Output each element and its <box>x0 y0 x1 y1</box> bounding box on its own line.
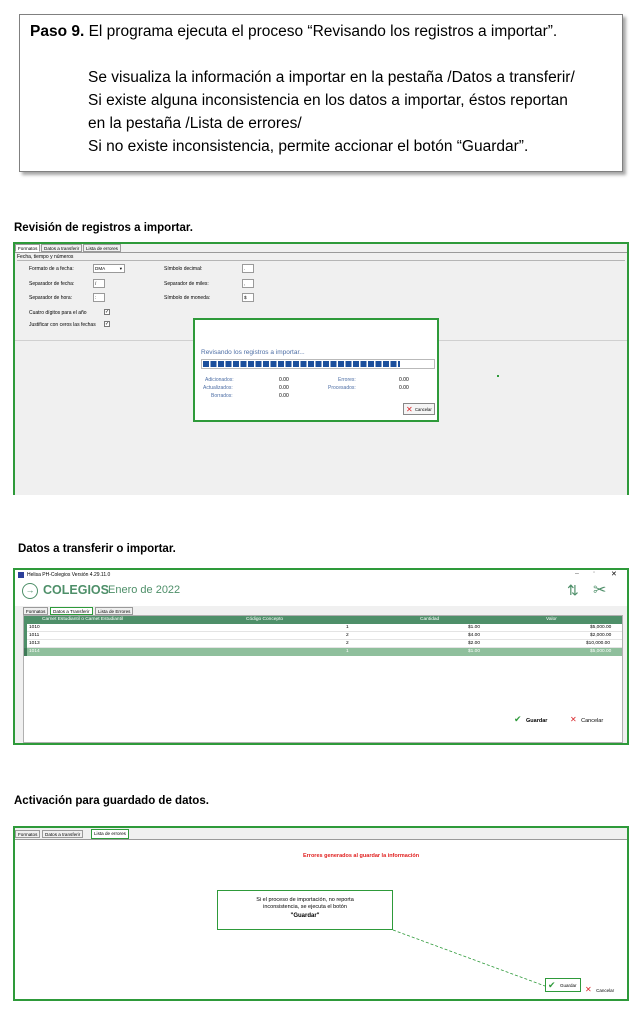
date-sep-input[interactable]: / <box>93 279 105 288</box>
label-time-sep: Separador de hora: <box>29 295 73 301</box>
cancel-label: Cancelar <box>581 718 604 724</box>
errors-value: 0.00 <box>399 377 409 383</box>
save-button[interactable] <box>545 978 581 992</box>
label-thousands: Separador de miles: <box>164 281 209 287</box>
row-codigo: 2 <box>346 641 349 646</box>
screenshot-activation <box>13 826 629 1001</box>
cancel-button[interactable] <box>585 979 614 997</box>
group-divider <box>17 260 625 261</box>
callout-bold: "Guardar" <box>290 913 320 919</box>
step-line-3: Si existe alguna inconsistencia en los datos a importar, éstos reportan <box>88 92 568 109</box>
tab-datos-transferir[interactable]: Datos a transferir <box>41 244 82 252</box>
error-list-header: Errores generados al guardar la información <box>303 853 420 859</box>
four-digits-checkbox[interactable]: ✓ <box>105 309 110 315</box>
time-sep-input[interactable]: : <box>93 293 105 302</box>
row-carnet: 1010 <box>29 625 40 630</box>
label-decimal: Símbolo decimal: <box>164 266 203 272</box>
label-date-sep: Separador de fecha: <box>29 281 75 287</box>
app-logo-icon <box>18 572 24 578</box>
row-valor: $5,000.00 <box>590 649 612 654</box>
cancel-progress-button[interactable] <box>403 403 435 415</box>
tab-lista-errores[interactable]: Lista de errores <box>83 244 121 252</box>
step-line-5: Si no existe inconsistencia, permite accionar el botón “Guardar”. <box>88 138 529 155</box>
tab-datos-transferir[interactable]: Datos a Transferir <box>50 607 93 615</box>
close-icon: ✕ <box>570 715 577 724</box>
maximize-icon[interactable]: ▫ <box>593 570 596 576</box>
save-label: Guardar <box>526 718 548 724</box>
section-title-activation: Activación para guardado de datos. <box>14 795 209 807</box>
table-row[interactable] <box>24 640 622 648</box>
app-name: COLEGIOS <box>43 583 109 597</box>
table-row[interactable] <box>24 632 622 640</box>
tab-datos-transferir[interactable]: Datos a transferir <box>42 830 83 838</box>
chevron-down-icon: ▾ <box>119 266 122 271</box>
row-valor: $2,000.00 <box>590 633 612 638</box>
label-date-format: Formato de a fecha: <box>29 266 74 272</box>
tab-lista-errores[interactable]: Lista de Errores <box>95 607 133 615</box>
label-four-digits: Cuatro dígitos para el año <box>29 310 87 316</box>
thousands-input[interactable]: , <box>242 279 254 288</box>
row-valor: $5,000.00 <box>590 625 612 630</box>
processed-value: 0.00 <box>399 385 409 391</box>
row-codigo: 1 <box>346 649 349 654</box>
instruction-box <box>19 14 623 172</box>
row-cantidad: $1.00 <box>468 625 481 630</box>
transfer-arrows-icon[interactable]: ⇅ <box>567 582 579 598</box>
date-format-select[interactable] <box>93 264 125 273</box>
col-carnet: Carnet Estudiantil o Carnet Estudiantil <box>42 617 124 622</box>
tab-formatos[interactable]: Formatos <box>23 607 48 615</box>
minimize-icon[interactable]: – <box>575 570 579 577</box>
col-codigo: Código Concepto <box>246 617 284 622</box>
save-button[interactable] <box>514 709 547 727</box>
step-intro: El programa ejecuta el proceso “Revisando los registros a importar”. <box>88 23 558 40</box>
tools-icon[interactable]: ✂ <box>593 582 607 599</box>
updated-value: 0.00 <box>279 385 289 391</box>
data-grid <box>23 615 623 743</box>
callout-line-2: inconsistencia, se ejecuta el botón <box>263 904 347 910</box>
cancel-button[interactable] <box>570 709 603 727</box>
cancel-label: Cancelar <box>596 988 615 993</box>
cancel-progress-label: Cancelar <box>415 407 432 412</box>
row-cantidad: $2.00 <box>468 641 481 646</box>
decimal-input[interactable]: . <box>242 264 254 273</box>
added-label: Adicionados: <box>205 377 234 383</box>
progress-dialog <box>193 318 439 422</box>
row-codigo: 1 <box>346 625 349 630</box>
progress-fill <box>203 361 400 367</box>
row-codigo: 2 <box>346 633 349 638</box>
table-row-selected[interactable] <box>24 648 622 656</box>
screenshot-data-transfer <box>13 568 629 745</box>
row-carnet: 1014 <box>29 649 40 654</box>
tab-formatos[interactable]: Formatos <box>15 830 40 838</box>
tab-divider <box>15 252 627 253</box>
back-circle-icon[interactable]: → <box>22 583 38 599</box>
green-dot-mark <box>497 375 499 377</box>
deleted-value: 0.00 <box>279 393 289 399</box>
table-row[interactable] <box>24 624 622 632</box>
save-label: Guardar <box>560 983 577 988</box>
screenshot-review <box>13 242 629 495</box>
row-carnet: 1013 <box>29 641 40 646</box>
check-icon: ✔ <box>514 714 522 724</box>
check-icon: ✔ <box>548 980 556 990</box>
tab-lista-errores[interactable]: Lista de errores <box>91 829 129 839</box>
processed-label: Procesados: <box>328 385 356 391</box>
group-title: Fecha, tiempo y números <box>17 254 74 260</box>
progress-bar <box>201 359 435 369</box>
row-cantidad: $1.00 <box>468 649 481 654</box>
callout-connector <box>15 828 627 999</box>
col-cantidad: Cantidad <box>420 617 440 622</box>
callout-line <box>393 930 545 986</box>
close-icon: ✕ <box>406 405 413 414</box>
progress-title: Revisando los registros a importar... <box>201 349 305 356</box>
tab-formatos[interactable]: Formatos <box>15 244 40 252</box>
label-justify: Justificar con ceros las fechas <box>29 322 96 328</box>
col-valor: Valor <box>546 617 557 622</box>
step-line-1 <box>30 23 557 41</box>
callout-line-1: Si el proceso de importación, no reporta <box>256 897 354 903</box>
close-window-icon[interactable]: ✕ <box>611 571 617 578</box>
row-carnet: 1011 <box>29 633 40 638</box>
justify-checkbox[interactable]: ✓ <box>105 321 110 327</box>
label-currency: Símbolo de moneda: <box>164 295 211 301</box>
section-title-data: Datos a transferir o importar. <box>18 543 176 555</box>
date-format-value: DMA <box>95 266 106 271</box>
window-title: Helisa PH-Colegios Versión 4.29.11.0 <box>27 572 111 578</box>
added-value: 0.00 <box>279 377 289 383</box>
currency-input[interactable]: $ <box>242 293 254 302</box>
deleted-label: Borrados: <box>211 393 233 399</box>
section-title-review: Revisión de registros a importar. <box>14 222 193 234</box>
step-line-4: en la pestaña /Lista de errores/ <box>88 115 302 132</box>
row-valor: $10,000.00 <box>586 641 611 646</box>
updated-label: Actualizados: <box>203 385 233 391</box>
errors-label: Errores: <box>338 377 356 383</box>
period-label: Enero de 2022 <box>108 584 181 596</box>
grid-header <box>24 616 622 624</box>
close-icon: ✕ <box>585 985 592 994</box>
row-cantidad: $4.00 <box>468 633 481 638</box>
step-line-2: Se visualiza la información a importar en la pestaña /Datos a transferir/ <box>88 69 575 86</box>
step-number: Paso 9. <box>30 23 85 40</box>
